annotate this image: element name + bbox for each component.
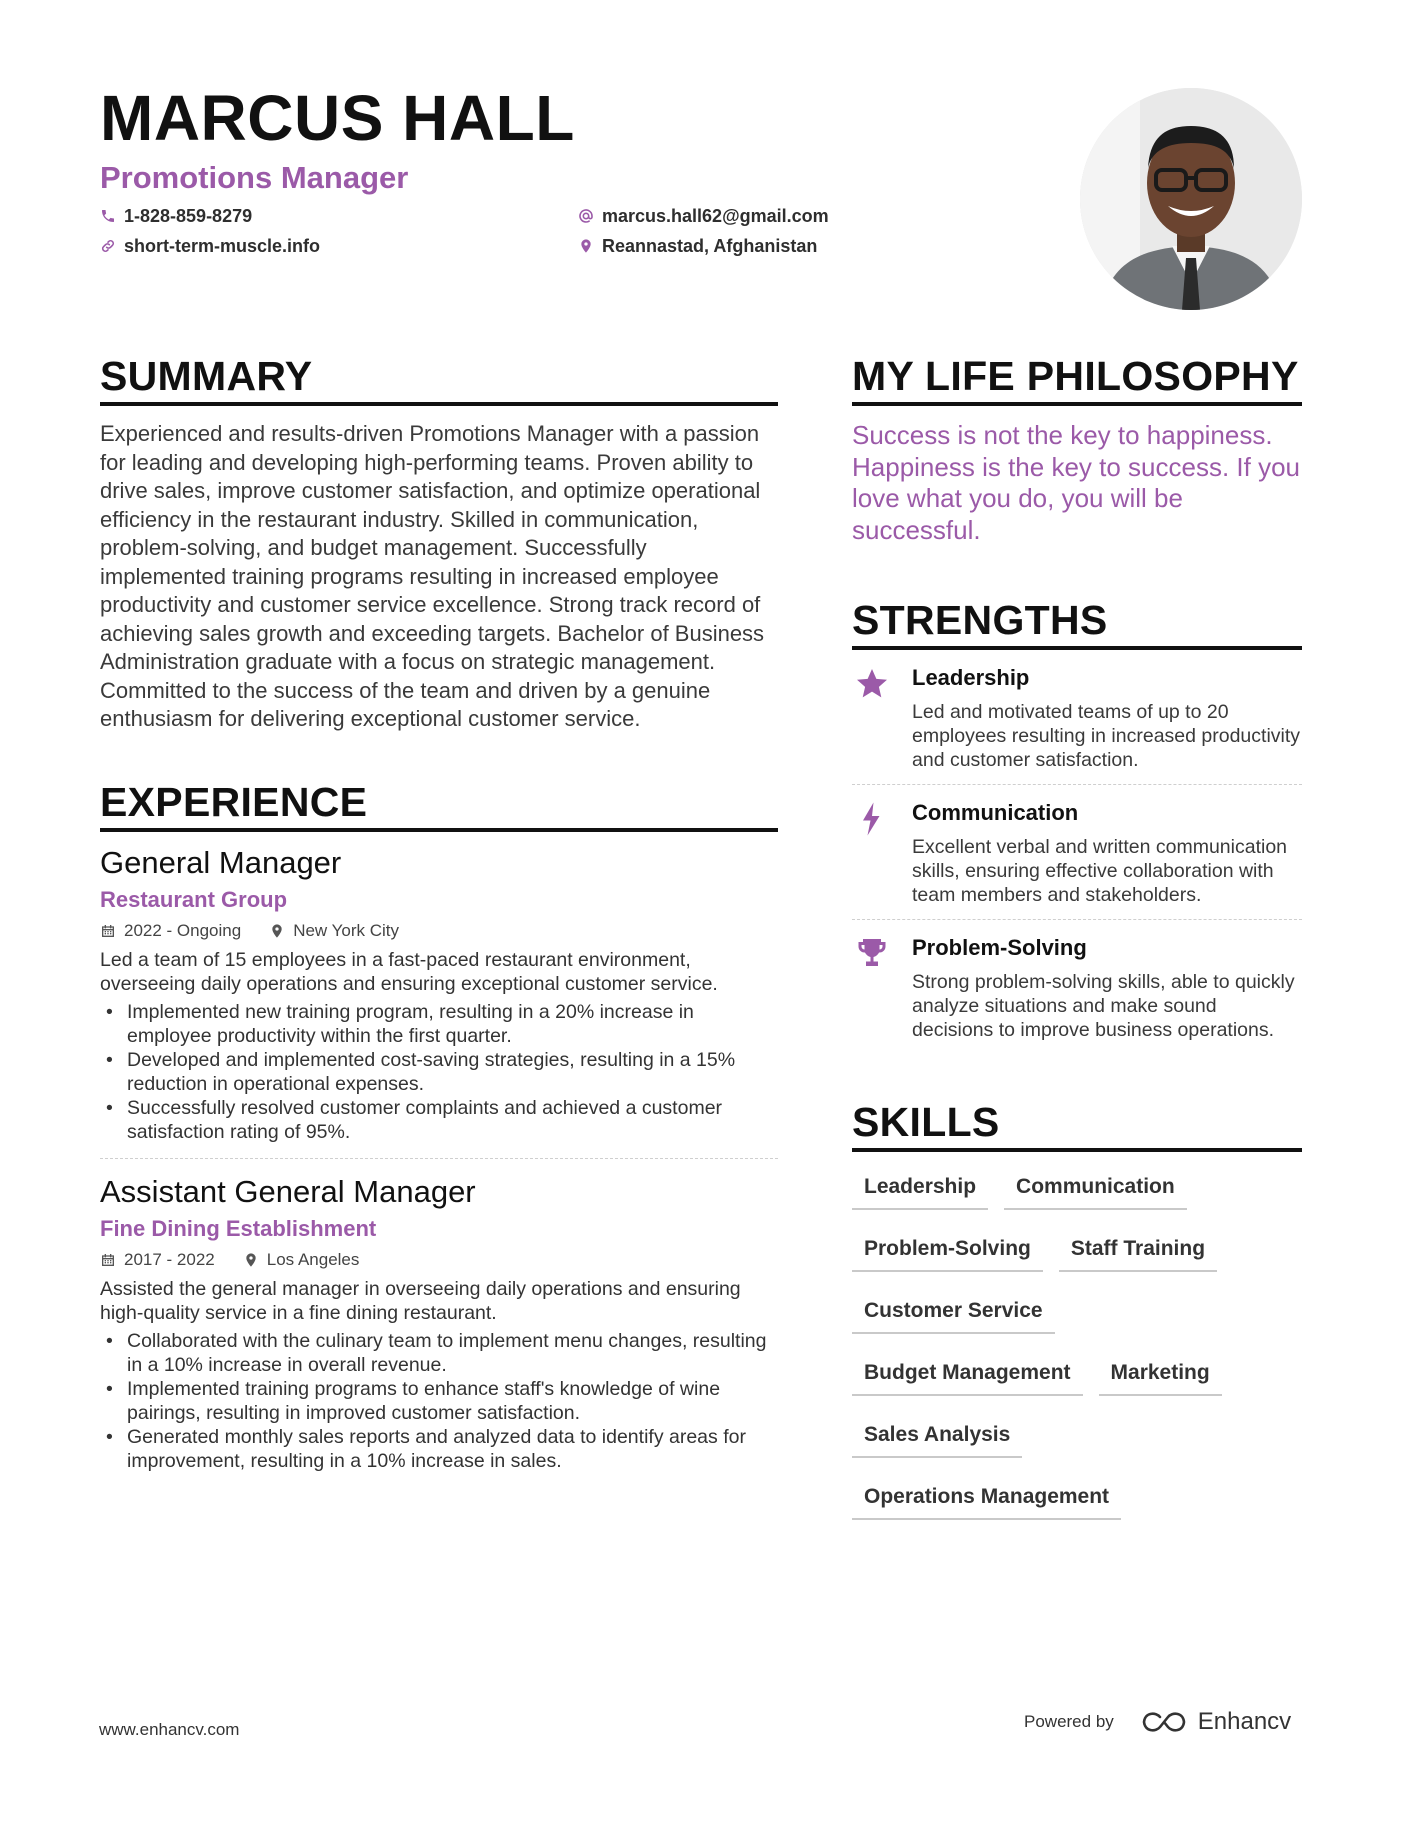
brand-logo[interactable] <box>1140 1708 1291 1736</box>
link-icon <box>100 238 116 254</box>
experience-heading: EXPERIENCE <box>100 778 778 832</box>
strength-body <box>912 799 1302 907</box>
location-pin-icon <box>578 238 594 254</box>
skill-tag: Leadership <box>852 1162 988 1210</box>
strength-description: Excellent verbal and written communication skills, ensuring effective collaboration with team members and stakeholders. <box>912 836 1288 906</box>
contact-location <box>578 236 978 256</box>
right-column <box>852 352 1302 1534</box>
strength-title: Communication <box>912 800 1079 825</box>
website-link[interactable]: short-term-muscle.info <box>124 236 321 256</box>
contact-info <box>100 206 1100 256</box>
summary-heading: SUMMARY <box>100 352 778 406</box>
avatar-illustration <box>1080 88 1302 310</box>
achievement-item: • Developed and implemented cost-saving strategies, resulting in a 15% reduction in operational expenses. <box>100 1048 778 1096</box>
enhancv-logo-icon <box>1140 1709 1188 1735</box>
profile-photo <box>1080 88 1302 310</box>
strength-title: Leadership <box>912 665 1030 690</box>
skill-tag: Sales Analysis <box>852 1410 1022 1458</box>
strength-item <box>852 784 1302 919</box>
skill-tag: Staff Training <box>1059 1224 1217 1272</box>
job-dates <box>100 920 241 942</box>
job-dates-text: 2017 - 2022 <box>124 1249 215 1269</box>
strength-body <box>912 664 1302 772</box>
left-column <box>100 352 778 1487</box>
candidate-name: MARCUS HALL <box>100 82 575 154</box>
strengths-section <box>852 596 1302 1054</box>
at-icon <box>578 208 594 224</box>
job-dates <box>100 1249 215 1271</box>
job-achievements <box>100 1329 778 1473</box>
brand-name: Enhancv <box>1197 1708 1292 1735</box>
trophy-icon <box>852 934 912 1042</box>
footer-branding <box>1024 1708 1291 1736</box>
philosophy-quote: Success is not the key to happiness. Happiness is the key to success. If you love what you do, you will be successful. <box>852 420 1300 545</box>
email-link[interactable]: marcus.hall62@gmail.com <box>602 206 829 226</box>
job-title: Assistant General Manager <box>100 1173 476 1209</box>
strength-description: Led and motivated teams of up to 20 employees resulting in increased productivity and customer satisfaction. <box>912 701 1301 771</box>
job-title: General Manager <box>100 844 342 880</box>
powered-by-text: Powered by <box>1024 1712 1114 1731</box>
skill-tag: Budget Management <box>852 1348 1083 1396</box>
contact-email <box>578 206 978 226</box>
achievement-item: • Implemented new training program, resulting in a 20% increase in employee productivity within the first quarter. <box>100 1000 778 1048</box>
philosophy-heading: MY LIFE PHILOSOPHY <box>852 352 1302 406</box>
strength-item <box>852 650 1302 784</box>
summary-section <box>100 352 778 734</box>
phone-text: 1-828-859-8279 <box>124 206 253 226</box>
job-meta <box>100 1249 778 1271</box>
contact-phone <box>100 206 578 226</box>
job-location-text: New York City <box>293 920 400 940</box>
job-company: Restaurant Group <box>100 886 288 912</box>
contact-website <box>100 236 578 256</box>
job-entry <box>100 832 778 1158</box>
location-pin-icon <box>269 923 285 939</box>
skill-tag: Customer Service <box>852 1286 1055 1334</box>
footer-website[interactable]: www.enhancv.com <box>99 1720 240 1739</box>
summary-text: Experienced and results-driven Promotions Manager with a passion for leading and developing high-performing teams. Proven ability to drive sales, improve customer satisfaction, and optimize operational efficiency in the restaurant industry. Skilled in communication, problem-solving, and budget management. Successfully implemented training programs resulting in increased employee productivity and customer service excellence. Strong track record of achieving sales growth and exceeding targets. Bachelor of Business Administration graduate with a focus on strategic management. Committed to the success of the team and driven by a genuine enthusiasm for delivering exceptional customer service. <box>100 421 765 731</box>
strength-description: Strong problem-solving skills, able to quickly analyze situations and make sound decisions to improve business operations. <box>912 971 1295 1041</box>
job-location <box>243 1249 360 1271</box>
skills-list <box>852 1162 1302 1534</box>
achievement-item: • Successfully resolved customer complaints and achieved a customer satisfaction rating of 95%. <box>100 1096 778 1144</box>
candidate-role: Promotions Manager <box>100 160 409 195</box>
strength-title: Problem-Solving <box>912 935 1087 960</box>
skills-section <box>852 1098 1302 1534</box>
strength-item <box>852 919 1302 1054</box>
strengths-heading: STRENGTHS <box>852 596 1302 650</box>
skill-tag: Problem-Solving <box>852 1224 1043 1272</box>
phone-icon <box>100 208 116 224</box>
location-pin-icon <box>243 1252 259 1268</box>
job-location-text: Los Angeles <box>266 1249 360 1269</box>
job-description: Led a team of 15 employees in a fast-paced restaurant environment, overseeing daily operations and ensuring exceptional customer service. <box>100 948 718 995</box>
bolt-icon <box>852 799 912 907</box>
job-entry <box>100 1158 778 1487</box>
star-icon <box>852 664 912 772</box>
achievement-item: • Collaborated with the culinary team to implement menu changes, resulting in a 10% increase in overall revenue. <box>100 1329 778 1377</box>
job-meta <box>100 920 778 942</box>
calendar-icon <box>100 1252 116 1268</box>
experience-section <box>100 778 778 1487</box>
skill-tag: Marketing <box>1099 1348 1222 1396</box>
philosophy-section <box>852 352 1302 546</box>
resume-header <box>100 82 1100 256</box>
job-description: Assisted the general manager in overseeing daily operations and ensuring high-quality service in a fine dining restaurant. <box>100 1277 741 1324</box>
achievement-item: • Generated monthly sales reports and analyzed data to identify areas for improvement, resulting in a 10% increase in sales. <box>100 1425 778 1473</box>
job-achievements <box>100 1000 778 1144</box>
calendar-icon <box>100 923 116 939</box>
job-location <box>269 920 399 942</box>
job-dates-text: 2022 - Ongoing <box>124 920 242 940</box>
skill-tag: Operations Management <box>852 1472 1121 1520</box>
job-company: Fine Dining Establishment <box>100 1215 377 1241</box>
skill-tag: Communication <box>1004 1162 1187 1210</box>
strength-body <box>912 934 1302 1042</box>
skills-heading: SKILLS <box>852 1098 1302 1152</box>
achievement-item: • Implemented training programs to enhance staff's knowledge of wine pairings, resulting in improved customer satisfaction. <box>100 1377 778 1425</box>
location-text: Reannastad, Afghanistan <box>602 236 818 256</box>
